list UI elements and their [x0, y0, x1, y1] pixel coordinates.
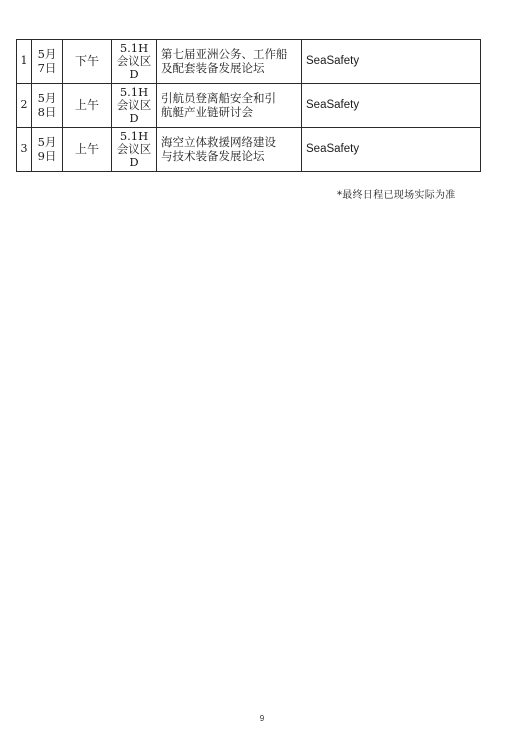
topic-line-1: 海空立体救援网络建设	[161, 135, 276, 150]
row-index: 2	[17, 84, 32, 128]
date-cell	[32, 84, 63, 128]
venue-hall: 5.1H	[119, 40, 149, 55]
schedule-note: *最终日程已现场实际为准	[337, 190, 456, 201]
date-month: 5月	[37, 135, 57, 150]
venue-cell	[112, 40, 157, 84]
time-cell: 上午	[63, 84, 112, 128]
topic-cell	[157, 40, 302, 84]
row-index: 1	[17, 40, 32, 84]
venue-area: 会议区	[116, 141, 152, 156]
date-day: 9日	[37, 148, 57, 163]
page-number: 9	[259, 714, 265, 723]
row-index: 3	[17, 128, 32, 172]
venue-cell	[112, 84, 157, 128]
date-month: 5月	[37, 47, 57, 62]
topic-cell	[157, 84, 302, 128]
topic-line-1: 引航员登离船安全和引	[161, 91, 276, 106]
venue-zone: D	[129, 111, 139, 126]
venue-cell	[112, 128, 157, 172]
venue-hall: 5.1H	[119, 84, 149, 99]
date-day: 7日	[37, 60, 57, 75]
date-cell	[32, 40, 63, 84]
schedule-table	[16, 39, 481, 172]
topic-line-2: 航艇产业链研讨会	[161, 104, 253, 119]
venue-area: 会议区	[116, 53, 152, 68]
venue-zone: D	[129, 155, 139, 170]
table-row	[17, 40, 481, 84]
topic-cell	[157, 128, 302, 172]
topic-line-2: 与技术装备发展论坛	[161, 148, 265, 163]
date-cell	[32, 128, 63, 172]
time-cell: 上午	[63, 128, 112, 172]
time-cell: 下午	[63, 40, 112, 84]
organizer-cell: SeaSafety	[302, 128, 481, 172]
venue-hall: 5.1H	[119, 128, 149, 143]
table-row	[17, 84, 481, 128]
venue-zone: D	[129, 67, 139, 82]
organizer-cell: SeaSafety	[302, 40, 481, 84]
organizer-cell: SeaSafety	[302, 84, 481, 128]
topic-line-1: 第七届亚洲公务、工作船	[161, 47, 288, 62]
table-row	[17, 128, 481, 172]
topic-line-2: 及配套装备发展论坛	[161, 60, 265, 75]
date-month: 5月	[37, 91, 57, 106]
date-day: 8日	[37, 104, 57, 119]
venue-area: 会议区	[116, 97, 152, 112]
